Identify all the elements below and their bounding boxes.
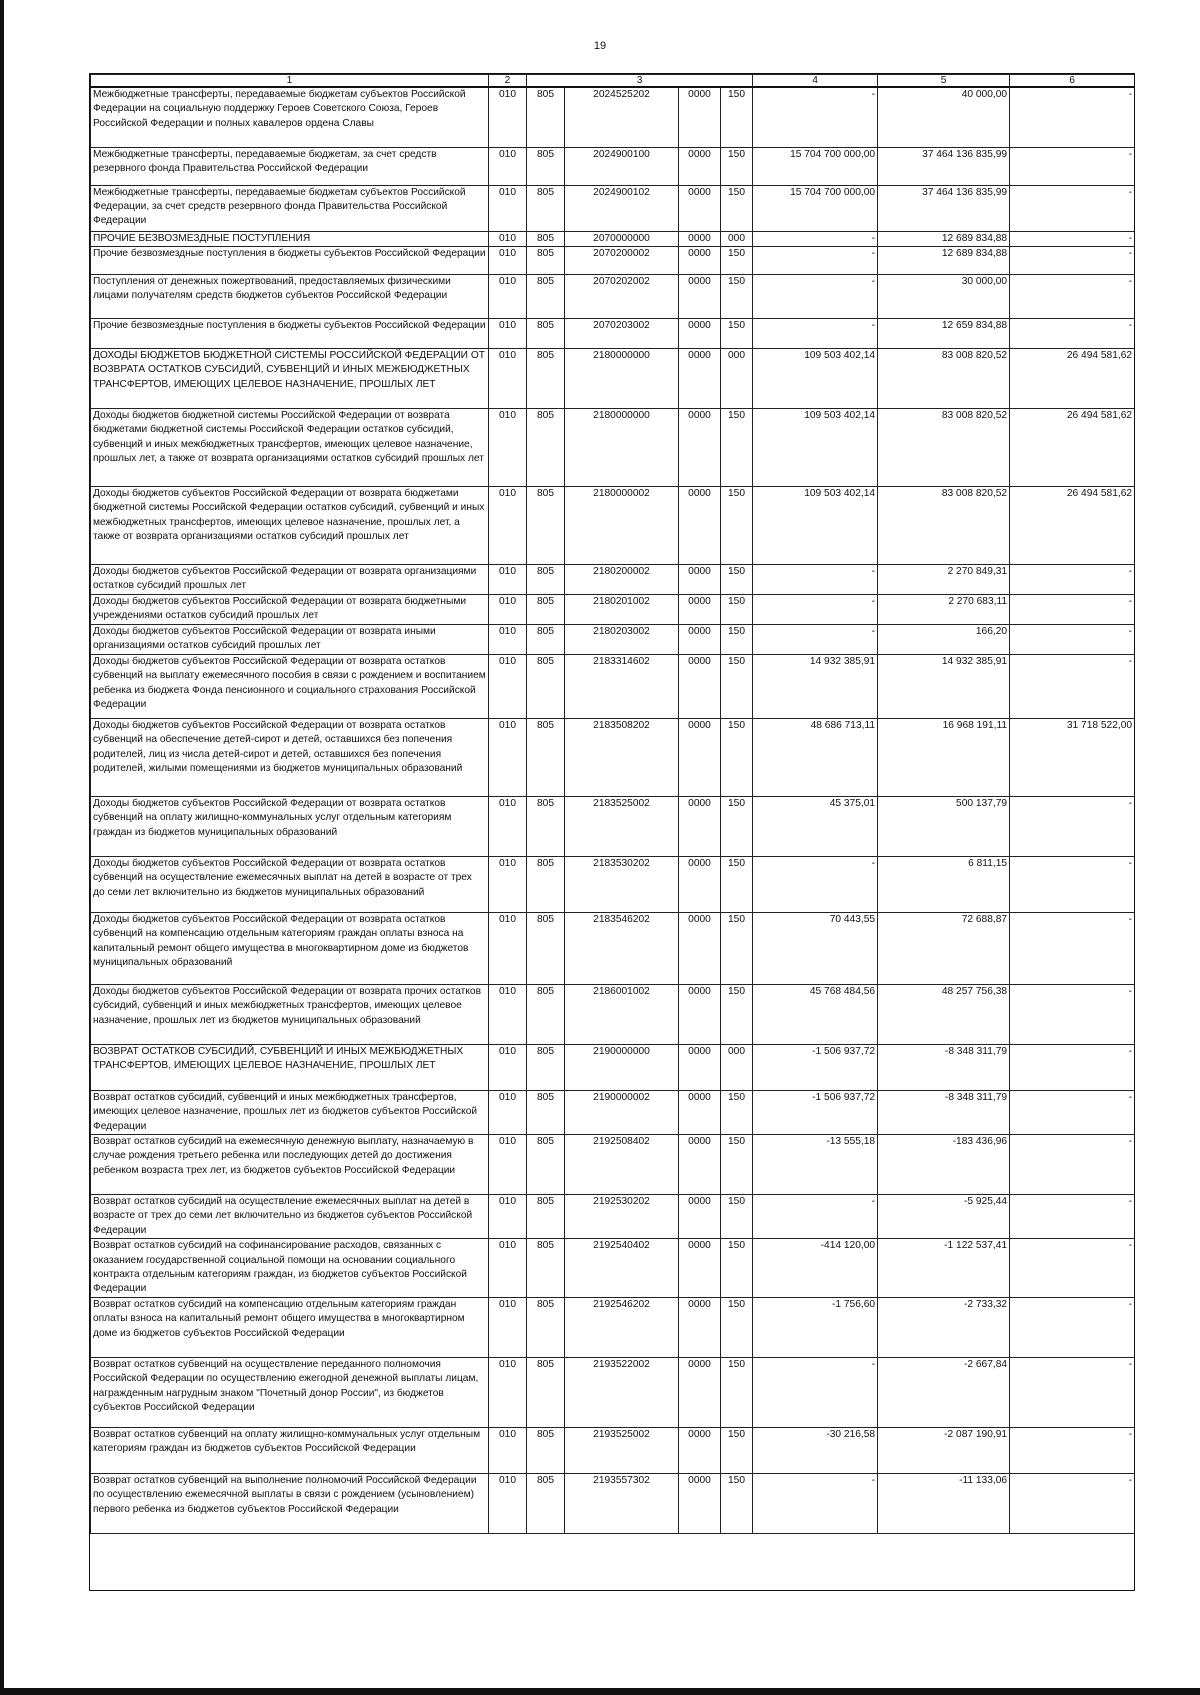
value-col-5: 12 659 834,88 — [878, 318, 1010, 348]
code-program: 0000 — [679, 1473, 721, 1533]
code-admin: 805 — [527, 984, 565, 1044]
value-col-6: - — [1010, 147, 1135, 185]
column-header-6: 6 — [1010, 75, 1135, 88]
value-col-5: 2 270 849,31 — [878, 564, 1010, 594]
code-program: 0000 — [679, 564, 721, 594]
code-section: 010 — [489, 1239, 527, 1298]
row-description: Межбюджетные трансферты, передаваемые бюджетам, за счет средств резервного фонда Правительства Российской Федерации — [91, 147, 489, 185]
budget-table — [90, 74, 1135, 1534]
value-col-6: - — [1010, 1357, 1135, 1427]
code-admin: 805 — [527, 1134, 565, 1194]
code-program: 0000 — [679, 486, 721, 564]
code-kosgu: 150 — [721, 1239, 753, 1298]
code-kosgu: 150 — [721, 912, 753, 984]
value-col-6: - — [1010, 594, 1135, 624]
code-kosgu: 150 — [721, 1297, 753, 1357]
code-section: 010 — [489, 1090, 527, 1134]
value-col-6: - — [1010, 796, 1135, 856]
code-section: 010 — [489, 594, 527, 624]
row-description: Возврат остатков субсидий на софинансирование расходов, связанных с оказанием государственной социальной помощи на основании социального контракта отдельным категориям граждан, из бюджетов субъектов Российской Федерации — [91, 1239, 489, 1298]
code-main: 2193522002 — [565, 1357, 679, 1427]
code-admin: 805 — [527, 1473, 565, 1533]
value-col-6: - — [1010, 984, 1135, 1044]
value-col-6: - — [1010, 274, 1135, 318]
code-kosgu: 150 — [721, 1357, 753, 1427]
value-col-6: - — [1010, 912, 1135, 984]
code-program: 0000 — [679, 1357, 721, 1427]
row-description: Межбюджетные трансферты, передаваемые бюджетам субъектов Российской Федерации на социальную поддержку Героев Советского Союза, Героев Российской Федерации и полных кавалеров ордена Славы — [91, 87, 489, 147]
value-col-5: 16 968 191,11 — [878, 718, 1010, 796]
code-admin: 805 — [527, 274, 565, 318]
table-row — [91, 486, 1135, 564]
code-main: 2186001002 — [565, 984, 679, 1044]
code-section: 010 — [489, 1297, 527, 1357]
code-main: 2024525202 — [565, 87, 679, 147]
table-row — [91, 231, 1135, 246]
code-section: 010 — [489, 1044, 527, 1090]
code-admin: 805 — [527, 1090, 565, 1134]
code-admin: 805 — [527, 912, 565, 984]
code-admin: 805 — [527, 1044, 565, 1090]
value-col-4: 45 768 484,56 — [753, 984, 878, 1044]
code-admin: 805 — [527, 486, 565, 564]
code-kosgu: 150 — [721, 984, 753, 1044]
table-row — [91, 1194, 1135, 1238]
table-row — [91, 1357, 1135, 1427]
code-program: 0000 — [679, 912, 721, 984]
value-col-4: 15 704 700 000,00 — [753, 147, 878, 185]
row-description: Прочие безвозмездные поступления в бюджеты субъектов Российской Федерации — [91, 246, 489, 274]
value-col-5: 83 008 820,52 — [878, 348, 1010, 408]
code-main: 2180000000 — [565, 408, 679, 486]
row-description: Доходы бюджетов субъектов Российской Федерации от возврата бюджетами бюджетной системы Российской Федерации остатков субсидий, субвенций и иных межбюджетных трансфертов, имеющих целевое назначение, прошлых лет, а также от возврата организациями остатков субсидий прошлых лет — [91, 486, 489, 564]
code-admin: 805 — [527, 796, 565, 856]
value-col-6: - — [1010, 1239, 1135, 1298]
value-col-5: 166,20 — [878, 624, 1010, 654]
code-kosgu: 150 — [721, 274, 753, 318]
value-col-4: - — [753, 564, 878, 594]
code-program: 0000 — [679, 1194, 721, 1238]
code-program: 0000 — [679, 718, 721, 796]
table-body — [91, 87, 1135, 1533]
code-main: 2024900102 — [565, 185, 679, 231]
table-row — [91, 564, 1135, 594]
value-col-4: 109 503 402,14 — [753, 348, 878, 408]
value-col-6: - — [1010, 654, 1135, 718]
code-admin: 805 — [527, 348, 565, 408]
code-kosgu: 150 — [721, 408, 753, 486]
table-row — [91, 246, 1135, 274]
code-section: 010 — [489, 624, 527, 654]
value-col-6: 26 494 581,62 — [1010, 486, 1135, 564]
code-kosgu: 000 — [721, 348, 753, 408]
table-row — [91, 1427, 1135, 1473]
row-description: Доходы бюджетов субъектов Российской Федерации от возврата бюджетными учреждениями остатков субсидий прошлых лет — [91, 594, 489, 624]
value-col-4: - — [753, 1357, 878, 1427]
code-admin: 805 — [527, 318, 565, 348]
table-row — [91, 318, 1135, 348]
row-description: Поступления от денежных пожертвований, предоставляемых физическими лицами получателям средств бюджетов субъектов Российской Федерации — [91, 274, 489, 318]
table-row — [91, 718, 1135, 796]
code-admin: 805 — [527, 1239, 565, 1298]
code-main: 2180203002 — [565, 624, 679, 654]
code-program: 0000 — [679, 348, 721, 408]
value-col-5: -5 925,44 — [878, 1194, 1010, 1238]
code-program: 0000 — [679, 1427, 721, 1473]
code-main: 2024900100 — [565, 147, 679, 185]
value-col-4: - — [753, 856, 878, 912]
value-col-4: 15 704 700 000,00 — [753, 185, 878, 231]
value-col-4: 70 443,55 — [753, 912, 878, 984]
table-row — [91, 594, 1135, 624]
value-col-5: 40 000,00 — [878, 87, 1010, 147]
code-program: 0000 — [679, 246, 721, 274]
value-col-4: - — [753, 624, 878, 654]
table-row — [91, 1044, 1135, 1090]
row-description: Возврат остатков субвенций на оплату жилищно-коммунальных услуг отдельным категориям граждан из бюджетов субъектов Российской Федерации — [91, 1427, 489, 1473]
code-section: 010 — [489, 486, 527, 564]
code-section: 010 — [489, 654, 527, 718]
value-col-4: - — [753, 231, 878, 246]
code-kosgu: 150 — [721, 1134, 753, 1194]
scan-border-left — [0, 0, 4, 1688]
value-col-6: - — [1010, 1297, 1135, 1357]
code-section: 010 — [489, 1134, 527, 1194]
value-col-4: -13 555,18 — [753, 1134, 878, 1194]
code-program: 0000 — [679, 796, 721, 856]
table-row — [91, 856, 1135, 912]
row-description: Доходы бюджетов субъектов Российской Федерации от возврата остатков субвенций на оплату жилищно-коммунальных услуг отдельным категориям граждан из бюджетов муниципальных образований — [91, 796, 489, 856]
row-description: Прочие безвозмездные поступления в бюджеты субъектов Российской Федерации — [91, 318, 489, 348]
code-admin: 805 — [527, 564, 565, 594]
value-col-6: - — [1010, 1090, 1135, 1134]
code-kosgu: 150 — [721, 594, 753, 624]
code-kosgu: 150 — [721, 318, 753, 348]
value-col-5: 12 689 834,88 — [878, 246, 1010, 274]
code-admin: 805 — [527, 1297, 565, 1357]
code-kosgu: 150 — [721, 624, 753, 654]
code-main: 2070203002 — [565, 318, 679, 348]
code-program: 0000 — [679, 274, 721, 318]
row-description: ПРОЧИЕ БЕЗВОЗМЕЗДНЫЕ ПОСТУПЛЕНИЯ — [91, 231, 489, 246]
row-description: Возврат остатков субсидий на осуществление ежемесячных выплат на детей в возрасте от трех до семи лет включительно из бюджетов субъектов Российской Федерации — [91, 1194, 489, 1238]
value-col-6: - — [1010, 318, 1135, 348]
column-header-1: 1 — [91, 75, 489, 88]
value-col-4: - — [753, 1194, 878, 1238]
code-section: 010 — [489, 796, 527, 856]
code-section: 010 — [489, 87, 527, 147]
table-row — [91, 1473, 1135, 1533]
value-col-4: -1 756,60 — [753, 1297, 878, 1357]
code-program: 0000 — [679, 185, 721, 231]
value-col-5: -2 733,32 — [878, 1297, 1010, 1357]
code-main: 2180000002 — [565, 486, 679, 564]
code-admin: 805 — [527, 1357, 565, 1427]
code-section: 010 — [489, 1427, 527, 1473]
code-kosgu: 000 — [721, 1044, 753, 1090]
code-main: 2180201002 — [565, 594, 679, 624]
value-col-4: - — [753, 246, 878, 274]
code-main: 2183525002 — [565, 796, 679, 856]
table-row — [91, 1134, 1135, 1194]
code-kosgu: 000 — [721, 231, 753, 246]
table-row — [91, 1239, 1135, 1298]
value-col-4: -1 506 937,72 — [753, 1044, 878, 1090]
row-description: Доходы бюджетов субъектов Российской Федерации от возврата остатков субвенций на выплату ежемесячного пособия в связи с рождением и воспитанием ребенка из бюджета Фонда пенсионного и социального страхования Российской Федерации — [91, 654, 489, 718]
value-col-4: 109 503 402,14 — [753, 408, 878, 486]
code-section: 010 — [489, 718, 527, 796]
code-main: 2192540402 — [565, 1239, 679, 1298]
code-kosgu: 150 — [721, 856, 753, 912]
code-admin: 805 — [527, 246, 565, 274]
value-col-6: 26 494 581,62 — [1010, 348, 1135, 408]
code-section: 010 — [489, 147, 527, 185]
code-kosgu: 150 — [721, 147, 753, 185]
code-admin: 805 — [527, 231, 565, 246]
value-col-5: -2 087 190,91 — [878, 1427, 1010, 1473]
code-program: 0000 — [679, 1134, 721, 1194]
code-section: 010 — [489, 564, 527, 594]
code-admin: 805 — [527, 856, 565, 912]
code-kosgu: 150 — [721, 185, 753, 231]
value-col-6: 31 718 522,00 — [1010, 718, 1135, 796]
value-col-5: -1 122 537,41 — [878, 1239, 1010, 1298]
code-program: 0000 — [679, 654, 721, 718]
code-kosgu: 150 — [721, 1194, 753, 1238]
code-program: 0000 — [679, 231, 721, 246]
code-program: 0000 — [679, 87, 721, 147]
table-row — [91, 984, 1135, 1044]
code-kosgu: 150 — [721, 654, 753, 718]
code-section: 010 — [489, 1357, 527, 1427]
value-col-6: - — [1010, 1134, 1135, 1194]
code-section: 010 — [489, 912, 527, 984]
scan-border-bottom — [0, 1688, 1200, 1695]
code-admin: 805 — [527, 1427, 565, 1473]
table-row — [91, 408, 1135, 486]
code-program: 0000 — [679, 856, 721, 912]
code-main: 2192546202 — [565, 1297, 679, 1357]
row-description: ВОЗВРАТ ОСТАТКОВ СУБСИДИЙ, СУБВЕНЦИЙ И ИНЫХ МЕЖБЮДЖЕТНЫХ ТРАНСФЕРТОВ, ИМЕЮЩИХ ЦЕЛЕВОЕ НАЗНАЧЕНИЕ, ПРОШЛЫХ ЛЕТ — [91, 1044, 489, 1090]
code-main: 2183508202 — [565, 718, 679, 796]
value-col-6: - — [1010, 231, 1135, 246]
value-col-4: 14 932 385,91 — [753, 654, 878, 718]
value-col-4: - — [753, 318, 878, 348]
row-description: Доходы бюджетов бюджетной системы Российской Федерации от возврата бюджетами бюджетной системы Российской Федерации остатков субсидий, субвенций и иных межбюджетных трансфертов, имеющих целевое назначение, прошлых лет, а также от возврата организациями остатков субсидий прошлых лет — [91, 408, 489, 486]
value-col-5: 72 688,87 — [878, 912, 1010, 984]
value-col-4: 45 375,01 — [753, 796, 878, 856]
column-header-4: 4 — [753, 75, 878, 88]
value-col-5: -183 436,96 — [878, 1134, 1010, 1194]
row-description: Возврат остатков субвенций на осуществление переданного полномочия Российской Федерации по осуществлению ежегодной денежной выплаты лицам, награжденным нагрудным знаком "Почетный донор России", из бюджетов субъектов Российской Федерации — [91, 1357, 489, 1427]
column-header-3: 3 — [527, 75, 753, 88]
code-admin: 805 — [527, 594, 565, 624]
row-description: Доходы бюджетов субъектов Российской Федерации от возврата остатков субвенций на компенсацию отдельным категориям граждан оплаты взноса на капитальный ремонт общего имущества в многоквартирном доме из бюджетов муниципальных образований — [91, 912, 489, 984]
value-col-5: 37 464 136 835,99 — [878, 147, 1010, 185]
code-program: 0000 — [679, 984, 721, 1044]
value-col-5: 2 270 683,11 — [878, 594, 1010, 624]
value-col-4: - — [753, 87, 878, 147]
code-kosgu: 150 — [721, 246, 753, 274]
code-program: 0000 — [679, 318, 721, 348]
value-col-4: - — [753, 1473, 878, 1533]
code-kosgu: 150 — [721, 564, 753, 594]
row-description: Доходы бюджетов субъектов Российской Федерации от возврата иными организациями остатков субсидий прошлых лет — [91, 624, 489, 654]
code-admin: 805 — [527, 1194, 565, 1238]
table-row — [91, 1090, 1135, 1134]
code-admin: 805 — [527, 147, 565, 185]
value-col-6: - — [1010, 87, 1135, 147]
code-program: 0000 — [679, 147, 721, 185]
value-col-5: -11 133,06 — [878, 1473, 1010, 1533]
row-description: Доходы бюджетов субъектов Российской Федерации от возврата остатков субвенций на осуществление ежемесячных выплат на детей в возрасте от трех до семи лет включительно из бюджетов муниципальных образований — [91, 856, 489, 912]
value-col-4: 109 503 402,14 — [753, 486, 878, 564]
code-main: 2180200002 — [565, 564, 679, 594]
code-main: 2180000000 — [565, 348, 679, 408]
code-program: 0000 — [679, 408, 721, 486]
code-main: 2183530202 — [565, 856, 679, 912]
table-row — [91, 274, 1135, 318]
code-kosgu: 150 — [721, 796, 753, 856]
value-col-4: - — [753, 594, 878, 624]
code-program: 0000 — [679, 594, 721, 624]
page-number: 19 — [593, 40, 607, 52]
code-admin: 805 — [527, 654, 565, 718]
code-main: 2070000000 — [565, 231, 679, 246]
value-col-4: - — [753, 274, 878, 318]
code-kosgu: 150 — [721, 718, 753, 796]
value-col-4: 48 686 713,11 — [753, 718, 878, 796]
code-section: 010 — [489, 408, 527, 486]
value-col-5: 6 811,15 — [878, 856, 1010, 912]
code-kosgu: 150 — [721, 87, 753, 147]
value-col-6: - — [1010, 624, 1135, 654]
code-main: 2193557302 — [565, 1473, 679, 1533]
value-col-5: -2 667,84 — [878, 1357, 1010, 1427]
table-row — [91, 912, 1135, 984]
value-col-5: 37 464 136 835,99 — [878, 185, 1010, 231]
value-col-6: 26 494 581,62 — [1010, 408, 1135, 486]
value-col-4: -30 216,58 — [753, 1427, 878, 1473]
code-program: 0000 — [679, 624, 721, 654]
code-section: 010 — [489, 274, 527, 318]
table-row — [91, 185, 1135, 231]
value-col-6: - — [1010, 564, 1135, 594]
code-main: 2183546202 — [565, 912, 679, 984]
code-section: 010 — [489, 1473, 527, 1533]
header-row — [91, 75, 1135, 88]
code-admin: 805 — [527, 408, 565, 486]
code-section: 010 — [489, 246, 527, 274]
code-main: 2193525002 — [565, 1427, 679, 1473]
value-col-5: 500 137,79 — [878, 796, 1010, 856]
code-section: 010 — [489, 185, 527, 231]
table-row — [91, 796, 1135, 856]
value-col-6: - — [1010, 1473, 1135, 1533]
code-main: 2192508402 — [565, 1134, 679, 1194]
code-admin: 805 — [527, 624, 565, 654]
row-description: Доходы бюджетов субъектов Российской Федерации от возврата остатков субвенций на обеспечение детей-сирот и детей, оставшихся без попечения родителей, лиц из числа детей-сирот и детей, оставшихся без попечения родителей, жилыми помещениями из бюджетов муниципальных образований — [91, 718, 489, 796]
code-main: 2070202002 — [565, 274, 679, 318]
code-section: 010 — [489, 984, 527, 1044]
value-col-5: -8 348 311,79 — [878, 1044, 1010, 1090]
value-col-5: 48 257 756,38 — [878, 984, 1010, 1044]
value-col-6: - — [1010, 856, 1135, 912]
value-col-6: - — [1010, 1044, 1135, 1090]
table-row — [91, 147, 1135, 185]
value-col-6: - — [1010, 1194, 1135, 1238]
code-program: 0000 — [679, 1297, 721, 1357]
value-col-5: 83 008 820,52 — [878, 486, 1010, 564]
code-section: 010 — [489, 318, 527, 348]
code-program: 0000 — [679, 1044, 721, 1090]
code-program: 0000 — [679, 1239, 721, 1298]
code-section: 010 — [489, 231, 527, 246]
code-main: 2192530202 — [565, 1194, 679, 1238]
code-kosgu: 150 — [721, 1473, 753, 1533]
table-row — [91, 87, 1135, 147]
code-main: 2183314602 — [565, 654, 679, 718]
row-description: Возврат остатков субсидий, субвенций и иных межбюджетных трансфертов, имеющих целевое назначение, прошлых лет из бюджетов субъектов Российской Федерации — [91, 1090, 489, 1134]
table-row — [91, 654, 1135, 718]
code-admin: 805 — [527, 87, 565, 147]
code-section: 010 — [489, 1194, 527, 1238]
table-row — [91, 1297, 1135, 1357]
value-col-6: - — [1010, 185, 1135, 231]
code-section: 010 — [489, 348, 527, 408]
code-main: 2070200002 — [565, 246, 679, 274]
code-main: 2190000000 — [565, 1044, 679, 1090]
code-admin: 805 — [527, 185, 565, 231]
value-col-5: 14 932 385,91 — [878, 654, 1010, 718]
value-col-5: -8 348 311,79 — [878, 1090, 1010, 1134]
row-description: Доходы бюджетов субъектов Российской Федерации от возврата прочих остатков субсидий, субвенций и иных межбюджетных трансфертов, имеющих целевое назначение, прошлых лет из бюджетов муниципальных образований — [91, 984, 489, 1044]
row-description: ДОХОДЫ БЮДЖЕТОВ БЮДЖЕТНОЙ СИСТЕМЫ РОССИЙСКОЙ ФЕДЕРАЦИИ ОТ ВОЗВРАТА ОСТАТКОВ СУБСИДИЙ, СУБВЕНЦИЙ И ИНЫХ МЕЖБЮДЖЕТНЫХ ТРАНСФЕРТОВ, ИМЕЮЩИХ ЦЕЛЕВОЕ НАЗНАЧЕНИЕ, ПРОШЛЫХ ЛЕТ — [91, 348, 489, 408]
value-col-4: -414 120,00 — [753, 1239, 878, 1298]
code-kosgu: 150 — [721, 1090, 753, 1134]
value-col-6: - — [1010, 1427, 1135, 1473]
column-header-2: 2 — [489, 75, 527, 88]
value-col-5: 83 008 820,52 — [878, 408, 1010, 486]
value-col-4: -1 506 937,72 — [753, 1090, 878, 1134]
row-description: Возврат остатков субвенций на выполнение полномочий Российской Федерации по осуществлению ежемесячной выплаты в связи с рождением (усыновлением) первого ребенка из бюджетов субъектов Российской Федерации — [91, 1473, 489, 1533]
value-col-5: 30 000,00 — [878, 274, 1010, 318]
row-description: Доходы бюджетов субъектов Российской Федерации от возврата организациями остатков субсидий прошлых лет — [91, 564, 489, 594]
value-col-5: 12 689 834,88 — [878, 231, 1010, 246]
value-col-6: - — [1010, 246, 1135, 274]
code-program: 0000 — [679, 1090, 721, 1134]
code-section: 010 — [489, 856, 527, 912]
code-kosgu: 150 — [721, 486, 753, 564]
code-kosgu: 150 — [721, 1427, 753, 1473]
table-row — [91, 624, 1135, 654]
row-description: Межбюджетные трансферты, передаваемые бюджетам субъектов Российской Федерации, за счет средств резервного фонда Правительства Российской Федерации — [91, 185, 489, 231]
row-description: Возврат остатков субсидий на компенсацию отдельным категориям граждан оплаты взноса на капитальный ремонт общего имущества в многоквартирном доме из бюджетов субъектов Российской Федерации — [91, 1297, 489, 1357]
row-description: Возврат остатков субсидий на ежемесячную денежную выплату, назначаемую в случае рождения третьего ребенка или последующих детей до достижения ребенком возраста трех лет, из бюджетов субъектов Российской Федерации — [91, 1134, 489, 1194]
code-main: 2190000002 — [565, 1090, 679, 1134]
column-header-5: 5 — [878, 75, 1010, 88]
code-admin: 805 — [527, 718, 565, 796]
table-row — [91, 348, 1135, 408]
